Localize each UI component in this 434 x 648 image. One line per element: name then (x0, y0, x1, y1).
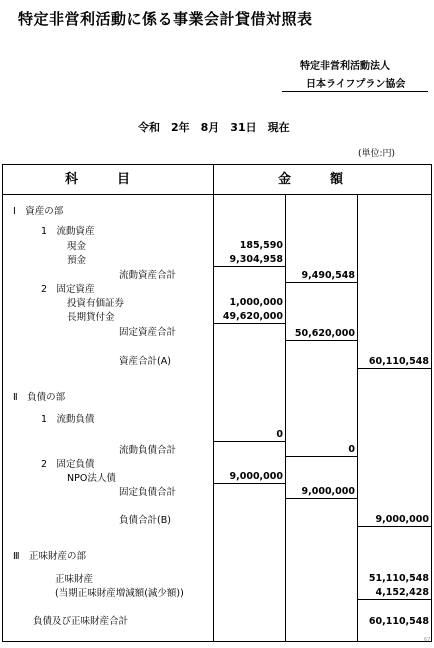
value-npo-bond: 9,000,000 (229, 471, 283, 482)
label-assets-total: 資産合計(A) (119, 356, 171, 367)
value-assets-total: 60,110,548 (368, 356, 429, 367)
header-amount: 金 額 (278, 172, 344, 187)
value-cash: 185,590 (239, 240, 283, 251)
label-grand-total: 負債及び正味財産合計 (33, 616, 129, 627)
value-fixed-liabilities-total: 9,000,000 (301, 486, 355, 497)
underline-fixed-assets-total (285, 340, 357, 341)
value-fixed-assets-total: 50,620,000 (294, 328, 355, 339)
label-net-assets: 正味財産 (55, 574, 94, 585)
label-current-liabilities: 1 流動負債 (41, 414, 95, 425)
value-current-liabilities-total: 0 (348, 444, 355, 455)
value-grand-total: 60,110,548 (368, 616, 429, 627)
underline-cur-liab-total (285, 456, 357, 457)
header-account: 科 目 (65, 172, 131, 187)
section-assets: Ⅰ 資産の部 (13, 206, 64, 217)
label-fixed-assets: 2 固定資産 (41, 284, 95, 295)
label-deposits: 預金 (67, 255, 87, 266)
column-divider-1 (213, 165, 214, 641)
underline-assets-total (357, 368, 431, 369)
header-divider (3, 194, 431, 195)
underline-cur-liab (213, 441, 285, 442)
label-fixed-liabilities-total: 固定負債合計 (119, 487, 177, 498)
label-current-assets: 1 流動資産 (41, 226, 95, 237)
report-date: 令和 2年 8月 31日 現在 (138, 121, 290, 134)
underline-fixed-liab-total (285, 498, 357, 499)
underline-loans (213, 323, 285, 324)
underline-liab-total (357, 526, 431, 527)
label-fixed-assets-total: 固定資産合計 (119, 327, 177, 338)
value-liabilities-total: 9,000,000 (375, 514, 429, 525)
column-divider-3 (357, 194, 358, 641)
column-divider-2 (285, 194, 286, 641)
label-securities: 投資有価証券 (67, 298, 125, 309)
label-net-change: (当期正味財産増減額(減少額)) (55, 588, 184, 599)
section-net-assets: Ⅲ 正味財産の部 (13, 551, 87, 562)
value-current-liabilities: 0 (276, 429, 283, 440)
underline-net-change (357, 599, 431, 600)
underline-deposits (213, 266, 285, 267)
underline-cur-assets-total (285, 282, 357, 283)
value-net-change: 4,152,428 (375, 587, 429, 598)
document-title: 特定非営利活動に係る事業会計貸借対照表 (18, 10, 313, 28)
label-loans: 長期貸付金 (67, 312, 115, 323)
label-cash: 現金 (67, 241, 87, 252)
section-liabilities: Ⅱ 負債の部 (13, 392, 66, 403)
page-marker: 67 (424, 637, 431, 643)
value-securities: 1,000,000 (229, 297, 283, 308)
label-npo-bond: NPO法人債 (67, 473, 116, 484)
label-current-assets-total: 流動資産合計 (119, 270, 177, 281)
value-loans: 49,620,000 (222, 311, 283, 322)
balance-sheet-table (2, 164, 432, 642)
organization-type: 特定非営利活動法人 (300, 61, 390, 72)
value-net-assets: 51,110,548 (368, 573, 429, 584)
organization-underline (282, 91, 428, 92)
label-liabilities-total: 負債合計(B) (119, 515, 171, 526)
underline-npo-bond (213, 483, 285, 484)
unit-label: (単位:円) (358, 149, 396, 159)
label-fixed-liabilities: 2 固定負債 (41, 459, 95, 470)
organization-name: 日本ライフプラン協会 (306, 79, 406, 90)
value-current-assets-total: 9,490,548 (301, 270, 355, 281)
label-current-liabilities-total: 流動負債合計 (119, 445, 177, 456)
value-deposits: 9,304,958 (229, 254, 283, 265)
